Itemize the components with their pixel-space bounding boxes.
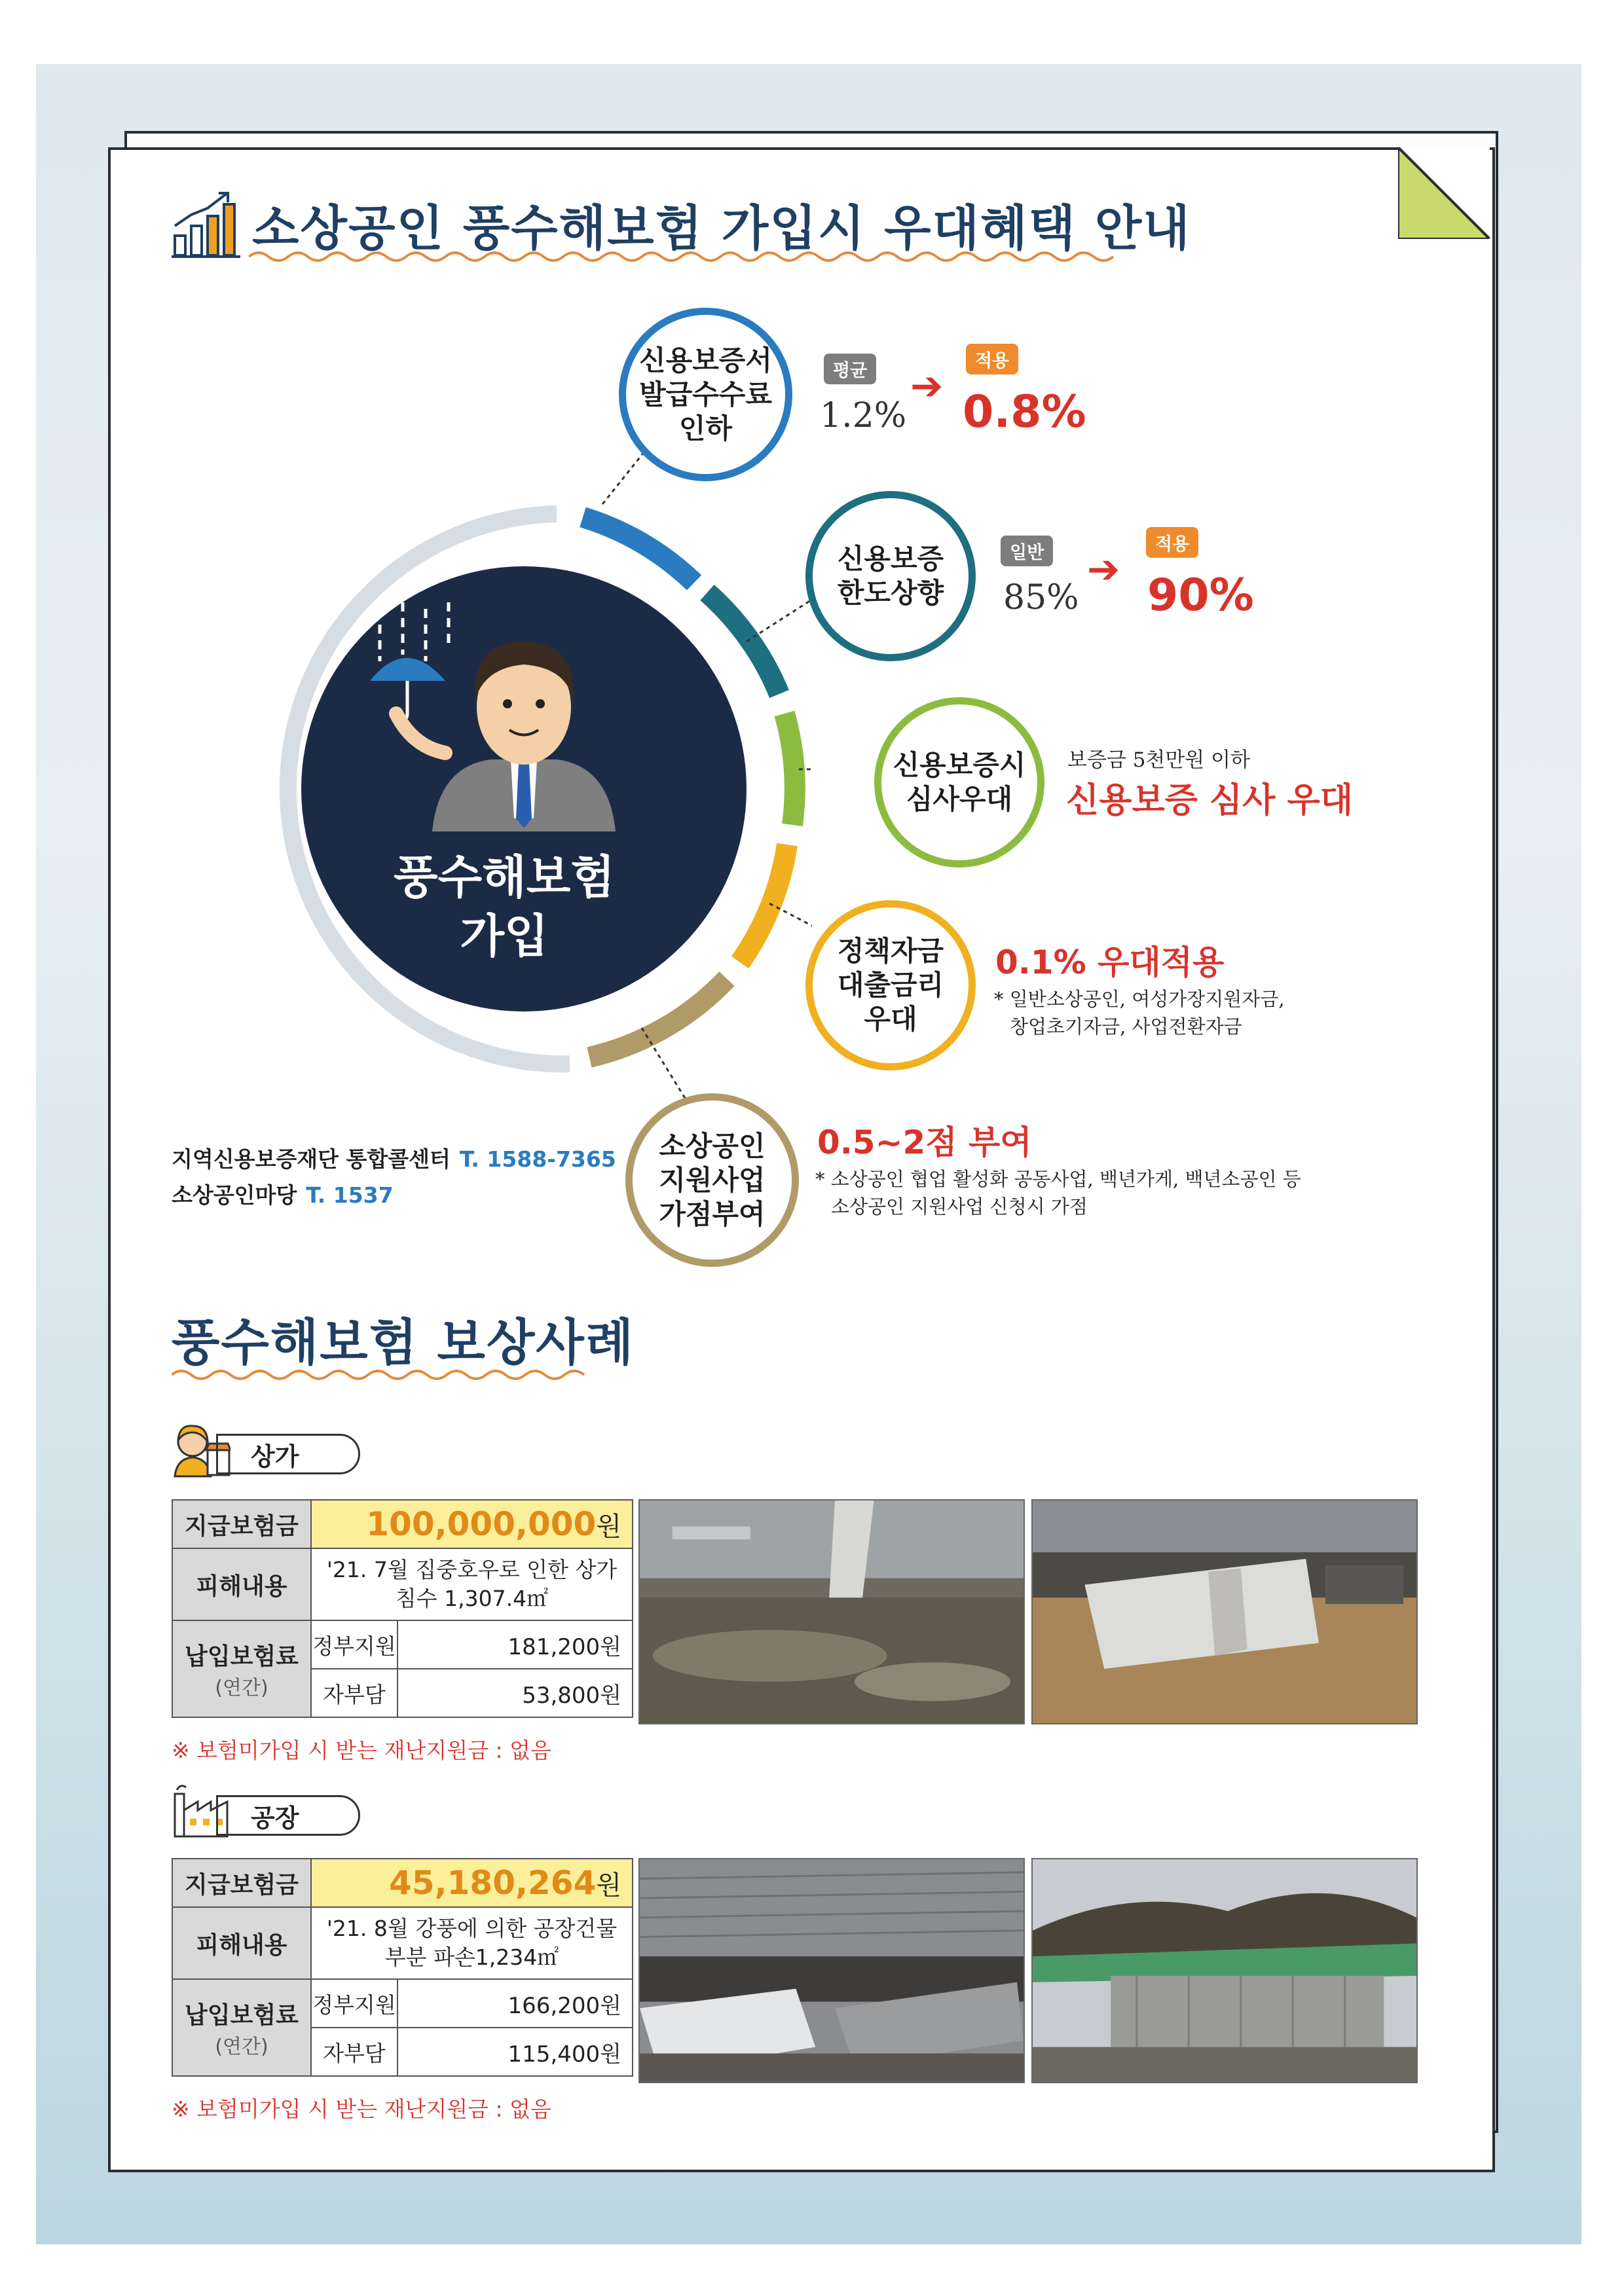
payout-amount: 100,000,000원: [311, 1500, 633, 1548]
limit-after-value: 90%: [1147, 570, 1254, 621]
flooded-shop-photo-2: [1031, 1499, 1418, 1724]
section-title-cases: 풍수해보험 보상사례: [172, 1313, 635, 1372]
self-pay-value: 115,400원: [397, 2028, 633, 2076]
tag-applied: 적용: [966, 344, 1018, 374]
tag-applied: 적용: [1146, 527, 1198, 558]
premium-label: 납입보험료 (연간): [172, 1979, 311, 2076]
flooded-shop-photo-1: [638, 1499, 1025, 1724]
self-pay-label: 자부담: [311, 2028, 397, 2076]
damage-label: 피해내용: [172, 1907, 311, 1979]
contact-call-center: 지역신용보증재단 통합콜센터 T. 1588-7365: [172, 1146, 616, 1172]
page-fold-corner: [1398, 147, 1490, 239]
ring-segment-green: [784, 714, 795, 825]
premium-label: 납입보험료 (연간): [172, 1620, 311, 1717]
case-table-shop: [172, 1499, 633, 1718]
gov-support-value: 181,200원: [397, 1620, 633, 1669]
case-category-shop: 상가: [216, 1434, 360, 1474]
gov-support-label: 정부지원: [311, 1979, 397, 2028]
contact-sbiz: 소상공인마당 T. 1537: [172, 1182, 394, 1208]
damage-description: '21. 8월 강풍에 의한 공장건물 부분 파손1,234㎡: [311, 1907, 633, 1979]
title-underline-wave: [249, 249, 1126, 264]
limit-before-value: 85%: [1003, 578, 1079, 617]
benefit-circle-limit: 신용보증 한도상향: [805, 491, 976, 661]
gov-support-value: 166,200원: [397, 1979, 633, 2028]
damaged-factory-photo-1: [638, 1858, 1025, 2083]
page-title: 소상공인 풍수해보험 가입시 우대혜택 안내: [252, 200, 1191, 257]
damaged-factory-photo-2: [1031, 1858, 1418, 2083]
review-note: 보증금 5천만원 이하: [1067, 748, 1250, 772]
benefit-circle-review: 신용보증시 심사우대: [874, 697, 1044, 867]
arrow-right-icon: ➔: [1087, 547, 1120, 592]
tag-average: 평균: [824, 354, 876, 384]
bonus-highlight: 0.5~2점 부여: [817, 1123, 1032, 1161]
center-label: 풍수해보험 가입: [393, 850, 616, 963]
ring-segment-yellow: [740, 845, 787, 962]
benefit-circle-fee: 신용보증서 발급수수료 인하: [619, 308, 792, 481]
bar-chart-icon: [172, 190, 240, 259]
benefit-circle-bonus: 소상공인 지원사업 가점부여: [625, 1093, 799, 1267]
arrow-right-icon: ➔: [910, 363, 944, 409]
section-underline-wave: [172, 1367, 591, 1383]
fee-before-value: 1.2%: [820, 396, 907, 435]
loan-note: * 일반소상공인, 여성가장지원자금, 창업초기자금, 사업전환자금: [994, 988, 1285, 1038]
fee-after-value: 0.8%: [963, 386, 1086, 438]
case-footnote-factory: ※ 보험미가입 시 받는 재난지원금 : 없음: [172, 2096, 551, 2122]
tag-general: 일반: [1001, 536, 1053, 566]
benefit-ring-diagram: [236, 452, 812, 1106]
payout-amount: 45,180,264원: [311, 1859, 633, 1907]
gov-support-label: 정부지원: [311, 1620, 397, 1669]
loan-highlight: 0.1% 우대적용: [995, 943, 1225, 981]
payout-label: 지급보험금: [172, 1500, 311, 1548]
damage-label: 피해내용: [172, 1548, 311, 1620]
payout-label: 지급보험금: [172, 1859, 311, 1907]
review-highlight: 신용보증 심사 우대: [1066, 781, 1354, 820]
case-table-factory: [172, 1858, 633, 2077]
self-pay-label: 자부담: [311, 1669, 397, 1717]
ring-segment-teal: [707, 592, 779, 694]
damage-description: '21. 7월 집중호우로 인한 상가 침수 1,307.4㎡: [311, 1548, 633, 1620]
benefit-circle-loan: 정책자금 대출금리 우대: [805, 900, 976, 1070]
bonus-note: * 소상공인 협업 활성화 공동사업, 백년가게, 백년소공인 등 소상공인 지원사업 신청시 가점: [815, 1168, 1301, 1218]
case-footnote-shop: ※ 보험미가입 시 받는 재난지원금 : 없음: [172, 1738, 551, 1763]
ring-segment-blue: [583, 517, 694, 583]
self-pay-value: 53,800원: [397, 1669, 633, 1717]
case-category-factory: 공장: [216, 1795, 360, 1836]
